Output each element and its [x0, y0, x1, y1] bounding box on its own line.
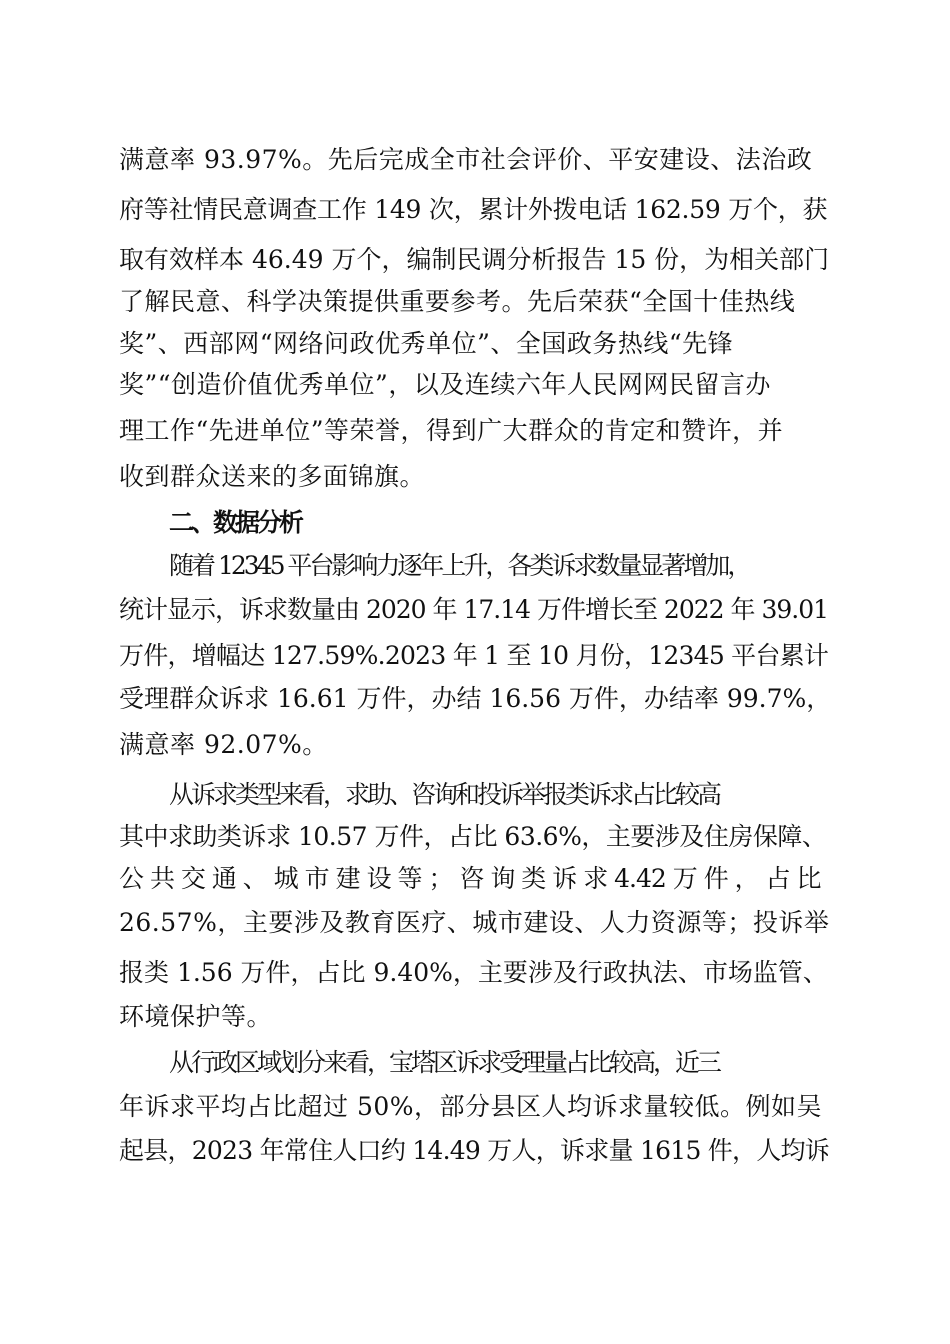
paragraph-1-line-5: 奖”、西部网“网络问政优秀单位”、全国政务热线“先锋	[119, 329, 734, 358]
paragraph-1-line-3: 取有效样本 46.49 万个，编制民调分析报告 15 份，为相关部门	[119, 245, 830, 274]
section-heading: 二、数据分析	[169, 508, 302, 537]
paragraph-3-line-1: 从诉求类型来看，求助、咨询和投诉举报类诉求占比较高	[169, 780, 720, 809]
paragraph-3-line-6: 环境保护等。	[119, 1002, 273, 1031]
paragraph-3-line-5: 报类 1.56 万件，占比 9.40%，主要涉及行政执法、市场监管、	[119, 958, 828, 987]
paragraph-1-line-6: 奖”“创造价值优秀单位”，以及连续六年人民网网民留言办	[119, 370, 771, 399]
paragraph-4-line-3: 起县，2023 年常住人口约 14.49 万人，诉求量 1615 件，人均诉	[119, 1136, 830, 1165]
paragraph-1-line-4: 了解民意、科学决策提供重要参考。先后荣获“全国十佳热线	[119, 287, 796, 316]
paragraph-2-line-5: 满意率 92.07%。	[119, 730, 328, 759]
paragraph-2-line-2: 统计显示，诉求数量由 2020 年 17.14 万件增长至 2022 年 39.01	[119, 595, 829, 624]
paragraph-4-line-1: 从行政区域划分来看，宝塔区诉求受理量占比较高，近三	[169, 1048, 720, 1077]
paragraph-1-line-7: 理工作“先进单位”等荣誉，得到广大群众的肯定和赞许，并	[119, 416, 784, 445]
paragraph-3-line-2: 其中求助类诉求 10.57 万件，占比 63.6%，主要涉及住房保障、	[119, 822, 827, 851]
paragraph-1-line-8: 收到群众送来的多面锦旗。	[119, 462, 426, 491]
paragraph-3-line-3: 公 共 交 通 、 城 市 建 设 等 ； 咨 询 类 诉 求 4.42 万 件 ， 占 比	[119, 864, 821, 893]
paragraph-3-line-4: 26.57%，主要涉及教育医疗、城市建设、人力资源等；投诉举	[119, 908, 830, 937]
paragraph-1-line-2: 府等社情民意调查工作 149 次，累计外拨电话 162.59 万个，获	[119, 195, 828, 224]
paragraph-2-line-3: 万件，增幅达 127.59%.2023 年 1 至 10 月份，12345 平台累计	[119, 641, 829, 670]
paragraph-4-line-2: 年诉求平均占比超过 50%，部分县区人均诉求量较低。例如吴	[119, 1092, 823, 1121]
paragraph-1-line-1: 满意率 93.97%。先后完成全市社会评价、平安建设、法治政	[119, 145, 813, 174]
paragraph-2-line-1: 随着 12345 平台影响力逐年上升，各类诉求数量显著增加，	[169, 551, 750, 580]
paragraph-2-line-4: 受理群众诉求 16.61 万件，办结 16.56 万件，办结率 99.7%，	[119, 684, 832, 713]
